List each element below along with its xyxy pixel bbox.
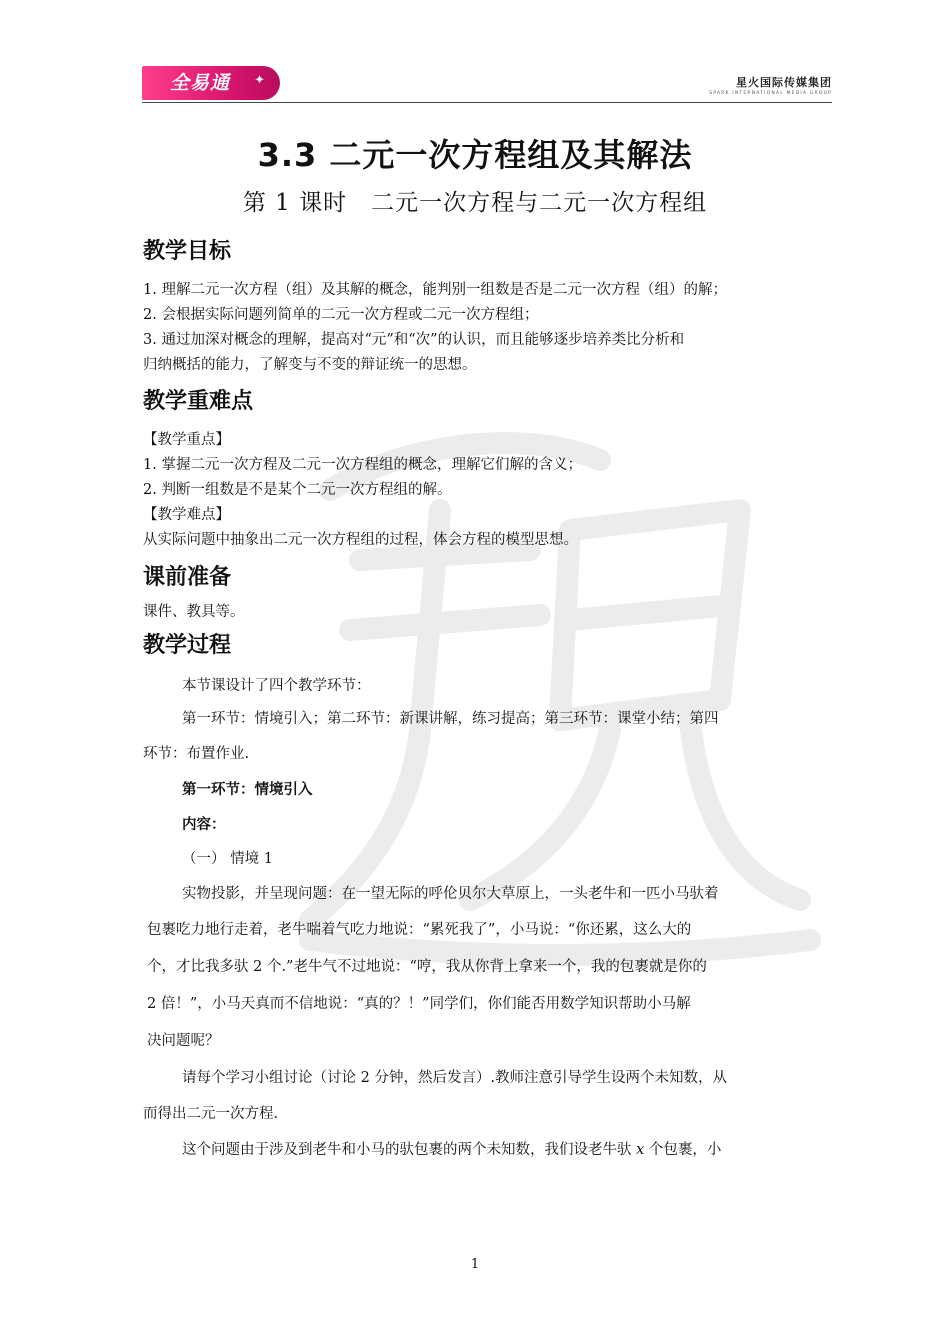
explanation-text: 这个问题由于涉及到老牛和小马的驮包裹的两个未知数，我们设老牛驮: [182, 1142, 637, 1158]
document-subtitle: 第 1 课时 二元一次方程与二元一次方程组: [242, 190, 708, 216]
goal-line: 3. 通过加深对概念的理解，提高对“元”和“次”的认识，而且能够逐步培养类比分析和: [143, 332, 685, 348]
goal-line: 2. 会根据实际问题列简单的二元一次方程或二元一次方程组；: [143, 307, 539, 323]
section-heading-goals: 教学目标: [143, 239, 232, 264]
publisher-brand: [709, 74, 832, 96]
page-header: [142, 60, 832, 104]
section-heading-prep: 课前准备: [143, 565, 232, 590]
sparkle-icon: ✦: [254, 73, 266, 88]
story-line: 实物投影，并呈现问题：在一望无际的呼伦贝尔大草原上，一头老牛和一匹小马驮着: [182, 886, 719, 902]
discussion-line: 请每个学习小组讨论（讨论 2 分钟，然后发言）.教师注意引导学生设两个未知数，从: [182, 1070, 728, 1086]
brand-logo: [142, 66, 280, 100]
process-stages-cont: 环节：布置作业.: [143, 746, 250, 762]
scene-label: （一） 情境 1: [182, 851, 273, 867]
story-line: 个，才比我多驮 2 个.”老牛气不过地说：“哼，我从你背上拿来一个，我的包裹就是你的: [147, 959, 707, 975]
logo-text: 全易通: [170, 72, 231, 94]
discussion-line: 而得出二元一次方程.: [143, 1106, 279, 1122]
story-line: 2 倍！”，小马天真而不信地说：“真的？！”同学们，你们能否用数学知识帮助小马解: [147, 996, 691, 1012]
publisher-name-en: SPARK INTERNATIONAL MEDIA GROUP: [709, 91, 832, 96]
document-title: 3.3 二元一次方程组及其解法: [257, 136, 693, 174]
variable-x: x: [636, 1142, 645, 1158]
content-label: 内容：: [182, 817, 226, 833]
goal-line: 1. 理解二元一次方程（组）及其解的概念，能判别一组数是否是二元一次方程（组）的解；: [143, 282, 727, 298]
key-line: 2. 判断一组数是不是某个二元一次方程组的解。: [143, 482, 452, 498]
prep-line: 课件、教具等。: [143, 604, 245, 620]
key-line: 1. 掌握二元一次方程及二元一次方程组的概念，理解它们解的含义；: [143, 457, 582, 473]
page-number: 1: [470, 1257, 480, 1272]
section-heading-process: 教学过程: [143, 633, 232, 658]
story-line: 决问题呢？: [147, 1033, 220, 1049]
process-intro: 本节课设计了四个教学环节：: [182, 678, 371, 694]
process-stages: 第一环节：情境引入；第二环节：新课讲解，练习提高；第三环节：课堂小结；第四: [182, 711, 719, 727]
difficulty-label: 【教学难点】: [143, 507, 230, 523]
difficulty-line: 从实际问题中抽象出二元一次方程组的过程，体会方程的模型思想。: [143, 532, 578, 548]
story-line: 包裹吃力地行走着，老牛喘着气吃力地说：“累死我了”，小马说：“你还累，这么大的: [147, 922, 692, 938]
stage-heading: 第一环节：情境引入: [182, 782, 313, 798]
key-label: 【教学重点】: [143, 432, 230, 448]
section-heading-key-points: 教学重难点: [143, 389, 254, 414]
explanation-text: 个包裹，小: [644, 1142, 722, 1158]
explanation-line: [182, 1138, 721, 1159]
goal-line: 归纳概括的能力，了解变与不变的辩证统一的思想。: [143, 357, 477, 373]
publisher-name: 星火国际传媒集团: [736, 76, 832, 89]
header-divider: [142, 102, 832, 103]
